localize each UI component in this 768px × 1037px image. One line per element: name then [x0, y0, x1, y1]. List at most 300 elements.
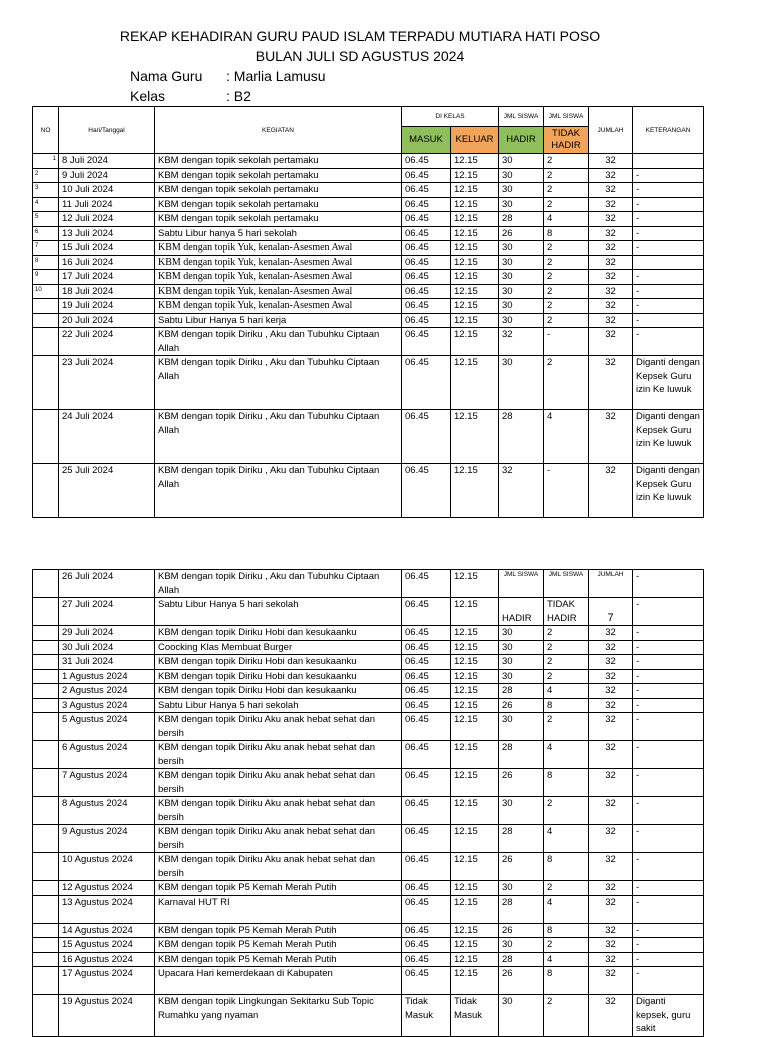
row-present: 26: [499, 769, 544, 797]
row-date: 10 Juli 2024: [59, 183, 155, 198]
table-row: [33, 299, 704, 314]
table-row: [33, 226, 704, 241]
row-time-out: 12.15: [451, 923, 499, 938]
table-row: [33, 212, 704, 227]
row-notes: -: [633, 938, 704, 953]
row-time-out: 12.15: [451, 938, 499, 953]
row-absent: 2: [544, 797, 589, 825]
attendance-table-july: [32, 106, 704, 518]
teacher-label: Nama Guru: [130, 68, 203, 84]
row-present: 30: [499, 197, 544, 212]
col-total-header: JUMLAH: [589, 107, 633, 154]
row-time-out: 12.15: [451, 825, 499, 853]
row-activity: KBM dengan topik sekolah pertamaku: [155, 168, 402, 183]
row-notes: -: [633, 881, 704, 896]
row-number: [33, 669, 59, 684]
row-time-out: 12.15: [451, 299, 499, 314]
row-absent: 2: [544, 626, 589, 641]
row-number: [33, 825, 59, 853]
row-number: 1: [33, 154, 59, 169]
row-number: [33, 923, 59, 938]
row-number: [33, 938, 59, 953]
row-notes: [633, 154, 704, 169]
row-absent: 2: [544, 881, 589, 896]
row-time-in: 06.45: [402, 212, 451, 227]
row-present: JML SISWA: [499, 570, 544, 598]
row-number: 5: [33, 212, 59, 227]
row-activity: KBM dengan topik Lingkungan Sekitarku Sub Topic Rumahku yang nyaman: [155, 995, 402, 1037]
row-notes: -: [633, 168, 704, 183]
row-total: 32: [589, 226, 633, 241]
row-time-out: 12.15: [451, 197, 499, 212]
row-date: 31 Juli 2024: [59, 655, 155, 670]
row-activity: KBM dengan topik Diriku Hobi dan kesukaanku: [155, 626, 402, 641]
row-date: 27 Juli 2024: [59, 598, 155, 626]
teacher-name-row: [130, 68, 326, 84]
row-activity: KBM dengan topik Diriku Hobi dan kesukaanku: [155, 684, 402, 699]
row-notes: -: [633, 640, 704, 655]
table-row: [33, 328, 704, 356]
row-activity: KBM dengan topik Diriku Aku anak hebat sehat dan bersih: [155, 713, 402, 741]
row-absent: 8: [544, 923, 589, 938]
row-total: 32: [589, 995, 633, 1037]
row-total: 32: [589, 669, 633, 684]
row-total: 32: [589, 168, 633, 183]
row-number: [33, 313, 59, 328]
row-total: 32: [589, 952, 633, 967]
row-total: 32: [589, 895, 633, 923]
row-number: [33, 769, 59, 797]
row-time-out: 12.15: [451, 741, 499, 769]
row-total: 32: [589, 698, 633, 713]
row-absent: 2: [544, 284, 589, 299]
row-time-out: 12.15: [451, 270, 499, 285]
row-number: [33, 684, 59, 699]
row-present: 30: [499, 270, 544, 285]
row-total: 32: [589, 881, 633, 896]
row-activity: KBM dengan topik Diriku Hobi dan kesukaanku: [155, 669, 402, 684]
row-total: 7: [589, 598, 633, 626]
row-total: 32: [589, 212, 633, 227]
col-notes-header: KETERANGAN: [633, 107, 704, 154]
row-present: 28: [499, 684, 544, 699]
row-absent: 2: [544, 241, 589, 256]
row-present: 30: [499, 938, 544, 953]
row-number: [33, 598, 59, 626]
row-notes: -: [633, 713, 704, 741]
table-row: [33, 626, 704, 641]
row-notes: -: [633, 684, 704, 699]
row-notes: -: [633, 270, 704, 285]
row-activity: KBM dengan topik Diriku Hobi dan kesukaanku: [155, 655, 402, 670]
row-absent: 8: [544, 698, 589, 713]
row-time-out: 12.15: [451, 967, 499, 995]
row-date: 12 Agustus 2024: [59, 881, 155, 896]
row-number: [33, 881, 59, 896]
row-date: 1 Agustus 2024: [59, 669, 155, 684]
row-date: 6 Agustus 2024: [59, 741, 155, 769]
row-absent: 2: [544, 669, 589, 684]
row-total: 32: [589, 284, 633, 299]
table-row: [33, 698, 704, 713]
row-absent: 2: [544, 270, 589, 285]
row-present: 30: [499, 640, 544, 655]
row-absent: 4: [544, 410, 589, 464]
row-total: 32: [589, 313, 633, 328]
row-absent: 8: [544, 853, 589, 881]
row-date: 25 Juli 2024: [59, 464, 155, 518]
row-notes: -: [633, 183, 704, 198]
row-notes: Diganti dengan Kepsek Guru izin Ke luwuk: [633, 356, 704, 410]
row-time-in: 06.45: [402, 154, 451, 169]
table-row: [33, 881, 704, 896]
row-number: [33, 995, 59, 1037]
row-date: 2 Agustus 2024: [59, 684, 155, 699]
row-activity: Sabtu Libur Hanya 5 hari kerja: [155, 313, 402, 328]
row-notes: -: [633, 284, 704, 299]
row-absent: 8: [544, 967, 589, 995]
table-row: [33, 938, 704, 953]
row-time-in: 06.45: [402, 464, 451, 518]
row-date: 19 Juli 2024: [59, 299, 155, 314]
row-time-out: 12.15: [451, 570, 499, 598]
row-notes: -: [633, 853, 704, 881]
row-activity: KBM dengan topik Diriku Aku anak hebat sehat dan bersih: [155, 853, 402, 881]
row-time-in: 06.45: [402, 197, 451, 212]
table-row: [33, 168, 704, 183]
row-total: 32: [589, 938, 633, 953]
row-activity: KBM dengan topik P5 Kemah Merah Putih: [155, 923, 402, 938]
row-number: [33, 640, 59, 655]
row-time-in: 06.45: [402, 328, 451, 356]
row-time-out: 12.15: [451, 952, 499, 967]
row-number: [33, 797, 59, 825]
table-row: [33, 464, 704, 518]
row-total: 32: [589, 923, 633, 938]
row-number: [33, 741, 59, 769]
row-notes: -: [633, 197, 704, 212]
row-time-out: 12.15: [451, 598, 499, 626]
row-notes: [633, 255, 704, 270]
table-row: [33, 655, 704, 670]
table-row: [33, 410, 704, 464]
row-present: 30: [499, 881, 544, 896]
row-total: 32: [589, 825, 633, 853]
row-time-in: 06.45: [402, 598, 451, 626]
col-date-header: Hari/Tanggal: [59, 107, 155, 154]
row-notes: Diganti kepsek, guru sakit: [633, 995, 704, 1037]
table-row: [33, 741, 704, 769]
row-total: 32: [589, 640, 633, 655]
row-time-out: 12.15: [451, 255, 499, 270]
table-row: [33, 598, 704, 626]
row-number: [33, 698, 59, 713]
row-present: 30: [499, 356, 544, 410]
col-in-class-header: DI KELAS: [402, 107, 499, 127]
row-date: 5 Agustus 2024: [59, 713, 155, 741]
row-time-out: 12.15: [451, 698, 499, 713]
row-time-out: 12.15: [451, 154, 499, 169]
row-date: 15 Juli 2024: [59, 241, 155, 256]
row-total: 32: [589, 197, 633, 212]
row-present: 30: [499, 299, 544, 314]
row-date: 7 Agustus 2024: [59, 769, 155, 797]
table-row: [33, 923, 704, 938]
row-number: [33, 895, 59, 923]
row-time-in: 06.45: [402, 923, 451, 938]
row-absent: 2: [544, 299, 589, 314]
row-absent: 4: [544, 684, 589, 699]
row-present: HADIR: [499, 598, 544, 626]
row-date: 10 Agustus 2024: [59, 853, 155, 881]
row-absent: 2: [544, 356, 589, 410]
row-time-in: 06.45: [402, 356, 451, 410]
row-date: 13 Juli 2024: [59, 226, 155, 241]
row-absent: -: [544, 328, 589, 356]
row-absent: TIDAK HADIR: [544, 598, 589, 626]
row-number: [33, 410, 59, 464]
row-time-out: 12.15: [451, 328, 499, 356]
table-row: [33, 967, 704, 995]
table-row: [33, 895, 704, 923]
row-notes: -: [633, 241, 704, 256]
row-number: 7: [33, 241, 59, 256]
table-row: [33, 570, 704, 598]
table-row: [33, 995, 704, 1037]
row-absent: 4: [544, 825, 589, 853]
class-row: [130, 88, 251, 104]
table-row: [33, 255, 704, 270]
row-notes: -: [633, 299, 704, 314]
row-notes: -: [633, 769, 704, 797]
col-students-header: JML SISWA: [499, 107, 544, 127]
row-present: 30: [499, 284, 544, 299]
row-activity: Sabtu Libur Hanya 5 hari sekolah: [155, 698, 402, 713]
row-activity: KBM dengan topik Diriku Aku anak hebat sehat dan bersih: [155, 825, 402, 853]
col-keluar-header: KELUAR: [451, 127, 499, 154]
row-number: [33, 655, 59, 670]
row-notes: -: [633, 212, 704, 227]
row-present: 26: [499, 923, 544, 938]
row-notes: -: [633, 570, 704, 598]
table-row: [33, 284, 704, 299]
col-activity-header: KEGIATAN: [155, 107, 402, 154]
row-present: 30: [499, 995, 544, 1037]
table-row: [33, 241, 704, 256]
row-notes: -: [633, 825, 704, 853]
row-time-in: 06.45: [402, 299, 451, 314]
row-time-in: 06.45: [402, 853, 451, 881]
row-time-in: 06.45: [402, 168, 451, 183]
row-number: [33, 713, 59, 741]
row-present: 32: [499, 328, 544, 356]
row-number: 4: [33, 197, 59, 212]
row-date: 22 Juli 2024: [59, 328, 155, 356]
row-notes: -: [633, 741, 704, 769]
row-time-out: 12.15: [451, 797, 499, 825]
row-time-in: 06.45: [402, 241, 451, 256]
row-absent: JML SISWA: [544, 570, 589, 598]
row-time-out: 12.15: [451, 313, 499, 328]
row-total: 32: [589, 328, 633, 356]
row-total: 32: [589, 797, 633, 825]
row-date: 8 Juli 2024: [59, 154, 155, 169]
row-time-in: 06.45: [402, 669, 451, 684]
row-date: 29 Juli 2024: [59, 626, 155, 641]
row-time-out: 12.15: [451, 881, 499, 896]
table-row: [33, 952, 704, 967]
row-notes: Diganti dengan Kepsek Guru izin Ke luwuk: [633, 464, 704, 518]
row-number: [33, 299, 59, 314]
row-total: 32: [589, 299, 633, 314]
row-date: 17 Agustus 2024: [59, 967, 155, 995]
row-date: 26 Juli 2024: [59, 570, 155, 598]
row-activity: KBM dengan topik Diriku Aku anak hebat sehat dan bersih: [155, 797, 402, 825]
row-absent: 2: [544, 640, 589, 655]
row-time-in: 06.45: [402, 284, 451, 299]
row-activity: KBM dengan topik Yuk, kenalan-Asesmen Awal: [155, 270, 402, 285]
teacher-value: : Marlia Lamusu: [226, 68, 326, 84]
row-date: 23 Juli 2024: [59, 356, 155, 410]
row-present: 28: [499, 825, 544, 853]
table-row: [33, 669, 704, 684]
row-total: 32: [589, 154, 633, 169]
row-notes: -: [633, 967, 704, 995]
row-time-in: 06.45: [402, 938, 451, 953]
row-time-out: 12.15: [451, 212, 499, 227]
row-time-in: 06.45: [402, 825, 451, 853]
row-activity: KBM dengan topik sekolah pertamaku: [155, 197, 402, 212]
row-time-out: 12.15: [451, 895, 499, 923]
row-notes: Diganti dengan Kepsek Guru izin Ke luwuk: [633, 410, 704, 464]
row-time-in: 06.45: [402, 313, 451, 328]
row-present: 26: [499, 967, 544, 995]
row-total: 32: [589, 356, 633, 410]
row-total: 32: [589, 769, 633, 797]
row-notes: -: [633, 797, 704, 825]
table-row: [33, 183, 704, 198]
row-time-out: 12.15: [451, 168, 499, 183]
row-time-in: 06.45: [402, 684, 451, 699]
row-date: 9 Agustus 2024: [59, 825, 155, 853]
row-present: 28: [499, 212, 544, 227]
col-masuk-header: MASUK: [402, 127, 451, 154]
row-total: JUMLAH: [589, 570, 633, 598]
row-total: 32: [589, 655, 633, 670]
row-activity: KBM dengan topik Yuk, kenalan-Asesmen Awal: [155, 299, 402, 314]
row-present: 30: [499, 183, 544, 198]
table-row: [33, 853, 704, 881]
row-activity: KBM dengan topik Diriku , Aku dan Tubuhku Ciptaan Allah: [155, 464, 402, 518]
row-present: 30: [499, 255, 544, 270]
row-activity: KBM dengan topik Diriku , Aku dan Tubuhku Ciptaan Allah: [155, 356, 402, 410]
row-date: 30 Juli 2024: [59, 640, 155, 655]
row-time-in: 06.45: [402, 226, 451, 241]
row-time-in: 06.45: [402, 741, 451, 769]
row-time-in: 06.45: [402, 881, 451, 896]
row-activity: KBM dengan topik Yuk, kenalan-Asesmen Awal: [155, 284, 402, 299]
row-total: 32: [589, 410, 633, 464]
row-total: 32: [589, 255, 633, 270]
row-total: 32: [589, 741, 633, 769]
row-time-in: 06.45: [402, 255, 451, 270]
row-date: 14 Agustus 2024: [59, 923, 155, 938]
row-activity: Karnaval HUT RI: [155, 895, 402, 923]
table-row: [33, 713, 704, 741]
col-no-header: NO: [33, 107, 59, 154]
row-activity: KBM dengan topik P5 Kemah Merah Putih: [155, 938, 402, 953]
row-number: 9: [33, 270, 59, 285]
table-row: [33, 197, 704, 212]
row-time-out: 12.15: [451, 284, 499, 299]
row-absent: 2: [544, 313, 589, 328]
row-time-out: 12.15: [451, 356, 499, 410]
row-total: 32: [589, 853, 633, 881]
row-time-out: 12.15: [451, 713, 499, 741]
col-tidak-hadir-header: TIDAK HADIR: [544, 127, 589, 154]
row-total: 32: [589, 241, 633, 256]
row-date: 16 Agustus 2024: [59, 952, 155, 967]
row-activity: KBM dengan topik Diriku , Aku dan Tubuhku Ciptaan Allah: [155, 328, 402, 356]
row-number: [33, 626, 59, 641]
row-total: 32: [589, 713, 633, 741]
row-present: 30: [499, 626, 544, 641]
row-activity: Sabtu Libur hanya 5 hari sekolah: [155, 226, 402, 241]
col-students-header-2: JML SISWA: [544, 107, 589, 127]
row-present: 30: [499, 669, 544, 684]
row-activity: Upacara Hari kemerdekaan di Kabupaten: [155, 967, 402, 995]
row-activity: KBM dengan topik P5 Kemah Merah Putih: [155, 881, 402, 896]
class-label: Kelas: [130, 88, 166, 104]
row-date: 3 Agustus 2024: [59, 698, 155, 713]
row-notes: -: [633, 626, 704, 641]
row-number: 2: [33, 168, 59, 183]
row-activity: KBM dengan topik sekolah pertamaku: [155, 183, 402, 198]
row-date: 13 Agustus 2024: [59, 895, 155, 923]
row-time-out: Tidak Masuk: [451, 995, 499, 1037]
row-time-in: 06.45: [402, 570, 451, 598]
row-date: 16 Juli 2024: [59, 255, 155, 270]
row-activity: KBM dengan topik Yuk, kenalan-Asesmen Awal: [155, 255, 402, 270]
row-notes: -: [633, 226, 704, 241]
row-activity: KBM dengan topik Diriku Aku anak hebat sehat dan bersih: [155, 741, 402, 769]
row-activity: Sabtu Libur Hanya 5 hari sekolah: [155, 598, 402, 626]
row-present: 28: [499, 410, 544, 464]
row-present: 26: [499, 698, 544, 713]
row-date: 8 Agustus 2024: [59, 797, 155, 825]
row-activity: KBM dengan topik Yuk, kenalan-Asesmen Awal: [155, 241, 402, 256]
attendance-table-august: [32, 569, 704, 1037]
row-number: [33, 570, 59, 598]
row-time-in: 06.45: [402, 769, 451, 797]
row-time-out: 12.15: [451, 655, 499, 670]
row-time-out: 12.15: [451, 226, 499, 241]
row-activity: KBM dengan topik Diriku , Aku dan Tubuhku Ciptaan Allah: [155, 570, 402, 598]
row-time-out: 12.15: [451, 769, 499, 797]
row-date: 15 Agustus 2024: [59, 938, 155, 953]
row-activity: Coocking Klas Membuat Burger: [155, 640, 402, 655]
row-number: [33, 967, 59, 995]
row-time-in: Tidak Masuk: [402, 995, 451, 1037]
row-time-out: 12.15: [451, 853, 499, 881]
row-notes: -: [633, 895, 704, 923]
row-number: [33, 853, 59, 881]
row-absent: 2: [544, 183, 589, 198]
row-absent: 2: [544, 995, 589, 1037]
row-present: 30: [499, 713, 544, 741]
table-row: [33, 684, 704, 699]
row-activity: KBM dengan topik Diriku Aku anak hebat sehat dan bersih: [155, 769, 402, 797]
